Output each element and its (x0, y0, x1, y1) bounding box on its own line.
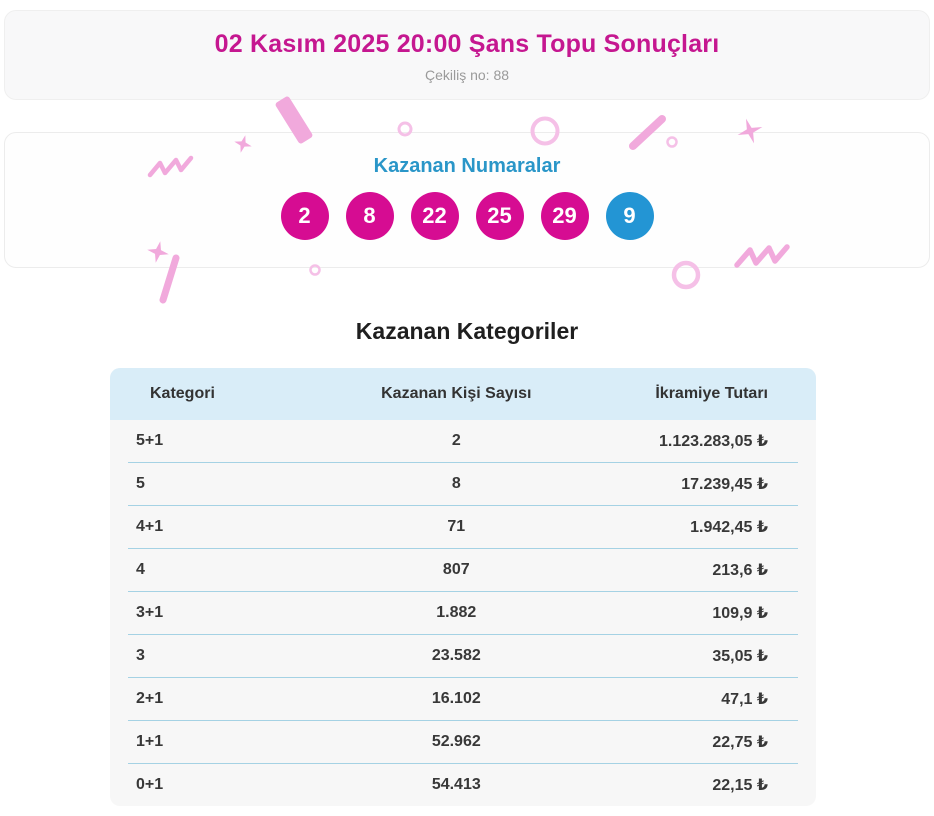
cell-prize: 109,9 ₺ (712, 605, 768, 622)
winning-number-ball (476, 192, 524, 240)
cell-winners: 52.962 (431, 733, 481, 750)
cell-winners: 8 (451, 475, 461, 492)
cell-winners: 807 (442, 561, 470, 578)
ball-number: 8 (363, 203, 376, 228)
winning-number-ball (346, 192, 394, 240)
table-row (128, 678, 798, 721)
cell-prize: 35,05 ₺ (712, 648, 768, 665)
column-header-winners: Kazanan Kişi Sayısı (381, 385, 532, 402)
categories-title: Kazanan Kategoriler (355, 318, 579, 344)
cell-category: 3 (136, 647, 145, 664)
cell-prize: 47,1 ₺ (721, 691, 768, 708)
winning-numbers-list (5, 192, 929, 240)
categories-table (110, 368, 816, 806)
column-header-category: Kategori (150, 385, 215, 402)
winning-number-ball (606, 192, 654, 240)
cell-category: 1+1 (136, 733, 164, 750)
table-row (128, 420, 798, 463)
cell-category: 5 (136, 475, 145, 492)
table-header-row (110, 368, 816, 420)
cell-category: 5+1 (136, 432, 164, 449)
cell-prize: 1.942,45 ₺ (690, 519, 768, 536)
cell-winners: 23.582 (431, 647, 481, 664)
table-row (128, 463, 798, 506)
cell-winners: 54.413 (431, 776, 481, 793)
table-row (128, 592, 798, 635)
winning-numbers-title: Kazanan Numaralar (373, 155, 561, 177)
cell-prize: 213,6 ₺ (712, 562, 768, 579)
cell-winners: 1.882 (436, 604, 477, 621)
page-title: 02 Kasım 2025 20:00 Şans Topu Sonuçları (214, 30, 720, 58)
ball-number: 2 (298, 203, 311, 228)
column-header-prize: İkramiye Tutarı (655, 385, 768, 402)
cell-category: 4 (136, 561, 145, 578)
cell-prize: 22,15 ₺ (712, 777, 768, 794)
table-row (128, 764, 798, 806)
cell-winners: 71 (447, 518, 466, 535)
ball-number: 25 (487, 203, 512, 228)
ball-number: 22 (422, 203, 447, 228)
results-header-card (4, 10, 930, 100)
winning-numbers-card (4, 132, 930, 268)
cell-prize: 22,75 ₺ (712, 734, 768, 751)
cell-prize: 17.239,45 ₺ (681, 476, 768, 493)
draw-number-label: Çekiliş no: 88 (424, 67, 510, 83)
table-row (128, 506, 798, 549)
table-body (110, 420, 816, 806)
cell-category: 4+1 (136, 518, 164, 535)
winning-number-ball (281, 192, 329, 240)
ball-number: 29 (552, 203, 577, 228)
cell-winners: 16.102 (431, 690, 481, 707)
ball-number: 9 (623, 203, 636, 228)
cell-prize: 1.123.283,05 ₺ (659, 433, 768, 450)
cell-category: 0+1 (136, 776, 164, 793)
cell-category: 3+1 (136, 604, 164, 621)
winning-number-ball (411, 192, 459, 240)
cell-category: 2+1 (136, 690, 164, 707)
table-row (128, 549, 798, 592)
table-row (128, 635, 798, 678)
winning-number-ball (541, 192, 589, 240)
table-row (128, 721, 798, 764)
cell-winners: 2 (451, 432, 461, 449)
